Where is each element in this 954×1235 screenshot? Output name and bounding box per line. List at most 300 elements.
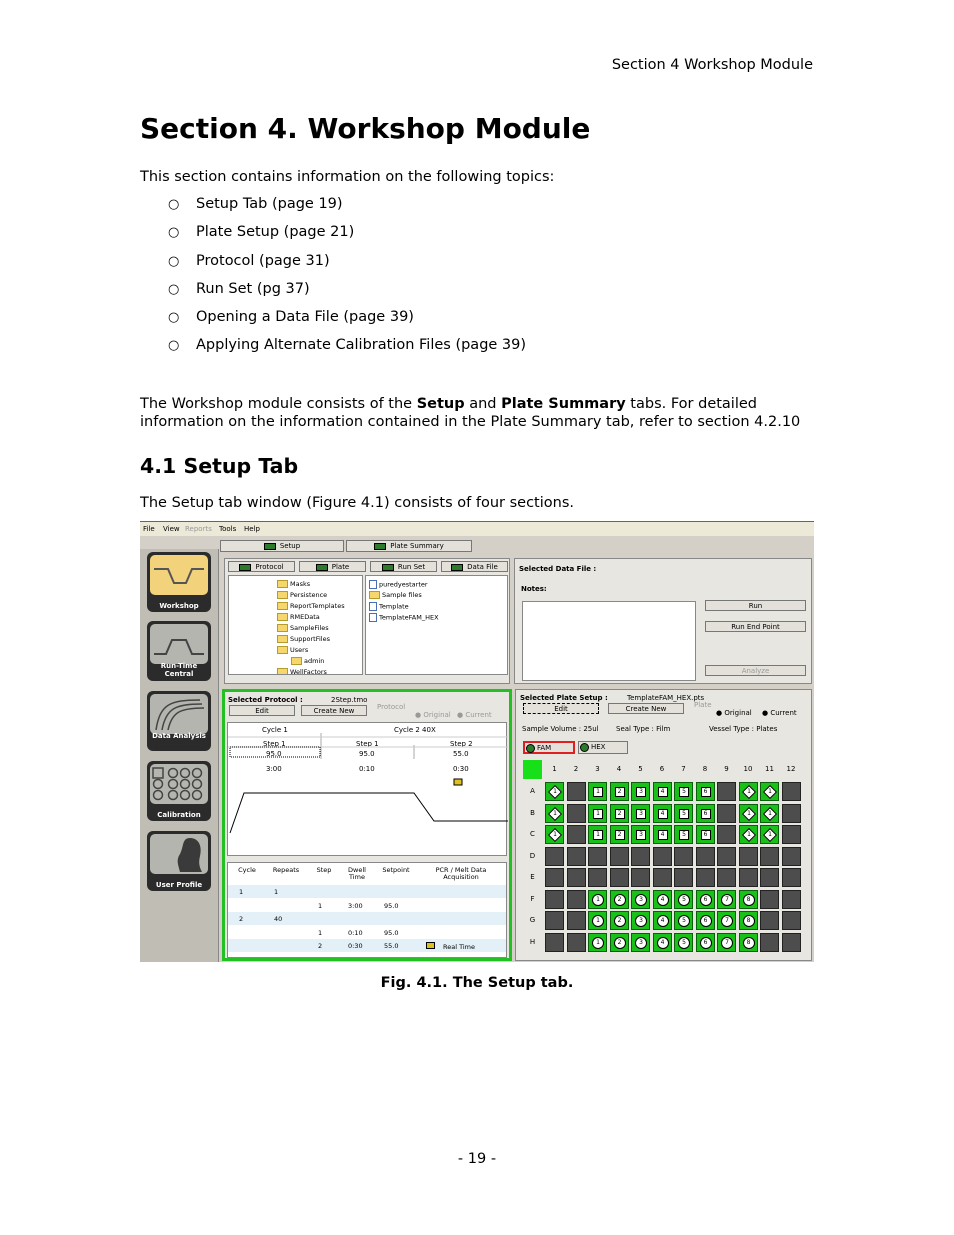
tab-label: Protocol xyxy=(255,563,284,571)
plate-well[interactable] xyxy=(760,804,779,823)
plate-well[interactable] xyxy=(631,933,650,952)
plate-well[interactable] xyxy=(717,890,736,909)
plate-well[interactable] xyxy=(545,847,564,866)
table-cell: 1 xyxy=(318,928,323,937)
column-header[interactable]: 10 xyxy=(743,765,753,773)
folder-icon xyxy=(277,668,288,674)
row-header[interactable]: E xyxy=(530,873,535,881)
run-button[interactable]: Run xyxy=(705,600,806,611)
file-list[interactable] xyxy=(365,575,508,675)
module-label: Workshop xyxy=(159,602,199,610)
table-cell: 0:10 xyxy=(348,928,363,937)
topic-text: Plate Setup (page 21) xyxy=(196,224,355,241)
tab-label: Plate Summary xyxy=(390,542,444,550)
protocol-group-label: Protocol xyxy=(377,703,406,711)
sample-circle-icon: 1 xyxy=(592,915,604,927)
table-row[interactable] xyxy=(228,912,506,925)
plate-well[interactable] xyxy=(588,890,607,909)
plate-panel xyxy=(515,689,812,961)
topic-list xyxy=(140,196,526,366)
protocol-edit-button[interactable]: Edit xyxy=(229,705,295,716)
tree-item[interactable] xyxy=(277,635,330,643)
plate-well[interactable] xyxy=(653,782,672,801)
analyze-button[interactable]: Analyze xyxy=(705,665,806,676)
plate-well[interactable] xyxy=(760,911,779,930)
plate-well[interactable] xyxy=(653,825,672,844)
notes-textarea[interactable] xyxy=(522,601,696,681)
table-cell: 40 xyxy=(274,915,283,923)
unknown-square-icon: 3 xyxy=(636,809,646,819)
file-icon xyxy=(369,580,377,589)
plate-well[interactable] xyxy=(674,890,693,909)
plate-well[interactable] xyxy=(739,933,758,952)
data-analysis-icon xyxy=(150,694,208,734)
section-heading: 4.1 Setup Tab xyxy=(140,454,299,478)
file-item[interactable] xyxy=(369,602,409,611)
sample-volume: Sample Volume : 25ul xyxy=(522,725,599,733)
standard-diamond-icon: 1 xyxy=(548,806,562,820)
protocol-table[interactable] xyxy=(227,862,507,958)
page-title: Section 4. Workshop Module xyxy=(140,112,591,145)
plate-group-label: Plate xyxy=(694,701,712,709)
sample-circle-icon: 6 xyxy=(700,915,712,927)
standard-diamond-icon: 1 xyxy=(548,828,562,842)
column-header[interactable]: 6 xyxy=(659,765,665,773)
topic-item xyxy=(140,309,526,337)
plate-well[interactable] xyxy=(631,868,650,887)
folder-icon xyxy=(369,591,380,599)
plate-well[interactable] xyxy=(760,847,779,866)
topic-text: Run Set (pg 37) xyxy=(196,280,310,297)
plate-well[interactable] xyxy=(545,911,564,930)
folder-icon xyxy=(277,580,288,588)
plate-well[interactable] xyxy=(631,782,650,801)
plate-well[interactable] xyxy=(588,825,607,844)
tree-item[interactable] xyxy=(277,591,327,599)
module-label: Calibration xyxy=(157,811,201,819)
plate-well[interactable] xyxy=(717,825,736,844)
topic-text: Applying Alternate Calibration Files (page 39) xyxy=(196,337,527,354)
plate-well[interactable] xyxy=(782,782,801,801)
plate-well[interactable] xyxy=(782,804,801,823)
plate-well[interactable] xyxy=(631,890,650,909)
plate-well[interactable] xyxy=(674,868,693,887)
sample-circle-icon: 7 xyxy=(721,894,733,906)
bullet-icon: ○ xyxy=(168,197,180,212)
file-label: puredyestarter xyxy=(379,580,428,589)
plate-well[interactable] xyxy=(567,933,586,952)
plate-well[interactable] xyxy=(631,911,650,930)
folder-icon xyxy=(291,657,302,665)
plate-well[interactable] xyxy=(631,804,650,823)
plate-well[interactable] xyxy=(588,933,607,952)
topic-item xyxy=(140,281,526,309)
plate-well[interactable] xyxy=(588,782,607,801)
topic-item xyxy=(140,337,526,365)
table-cell: 2 xyxy=(318,942,323,950)
column-header[interactable]: 2 xyxy=(573,765,579,773)
fluor-label: HEX xyxy=(591,743,606,751)
plate-well[interactable] xyxy=(696,825,715,844)
plate-well[interactable] xyxy=(739,847,758,866)
data-file-label: Selected Data File : xyxy=(519,565,597,573)
plate-well[interactable] xyxy=(653,868,672,887)
fluor-dot-icon xyxy=(526,744,535,753)
unknown-square-icon: 4 xyxy=(658,830,668,840)
vessel-type: Vessel Type : Plates xyxy=(709,725,778,733)
sample-circle-icon: 4 xyxy=(657,937,669,949)
plate-well[interactable] xyxy=(739,825,758,844)
plate-well[interactable] xyxy=(782,933,801,952)
plate-name: TemplateFAM_HEX.pts xyxy=(627,694,705,702)
sample-circle-icon: 4 xyxy=(657,894,669,906)
plate-well[interactable] xyxy=(653,847,672,866)
plate-well[interactable] xyxy=(674,933,693,952)
module-workshop[interactable] xyxy=(147,552,211,612)
plate-well[interactable] xyxy=(696,911,715,930)
plate-well[interactable] xyxy=(739,890,758,909)
tree-label: WellFactors xyxy=(290,668,327,674)
unknown-square-icon: 1 xyxy=(593,830,603,840)
sample-circle-icon: 7 xyxy=(721,937,733,949)
table-cell xyxy=(426,942,475,951)
protocol-label: Selected Protocol : xyxy=(228,696,303,704)
plate-well[interactable] xyxy=(674,782,693,801)
tree-item[interactable] xyxy=(277,580,310,588)
plate-well[interactable] xyxy=(545,868,564,887)
menu-view[interactable]: View xyxy=(163,525,180,533)
cell-text: Real Time xyxy=(443,943,475,951)
plate-well[interactable] xyxy=(610,782,629,801)
file-item[interactable] xyxy=(369,613,439,622)
plate-well[interactable] xyxy=(588,868,607,887)
tab-label: Data File xyxy=(467,563,498,571)
plate-well[interactable] xyxy=(696,890,715,909)
bullet-icon: ○ xyxy=(168,310,180,326)
menu-help[interactable]: Help xyxy=(244,525,260,533)
plate-well[interactable] xyxy=(567,868,586,887)
plate-well[interactable] xyxy=(782,847,801,866)
para-text: and xyxy=(464,396,502,412)
folder-tree[interactable] xyxy=(228,575,363,675)
unknown-square-icon: 5 xyxy=(679,809,689,819)
radio-label: Current xyxy=(770,709,797,717)
plate-well[interactable] xyxy=(717,868,736,887)
setup-tab-screenshot xyxy=(140,521,814,962)
tree-label: Users xyxy=(290,646,309,654)
tab-setup[interactable] xyxy=(220,540,344,552)
plate-well[interactable] xyxy=(588,804,607,823)
plate-well[interactable] xyxy=(760,825,779,844)
led-icon xyxy=(264,543,276,550)
intro-text: This section contains information on the following topics: xyxy=(140,169,555,185)
table-cell: 95.0 xyxy=(384,928,399,937)
plate-well[interactable] xyxy=(760,868,779,887)
tree-label: Masks xyxy=(290,580,311,588)
row-header[interactable]: F xyxy=(530,894,535,903)
folder-icon xyxy=(277,591,288,599)
row-header[interactable]: B xyxy=(530,808,535,817)
table-header: Setpoint xyxy=(382,866,410,874)
sample-circle-icon: 1 xyxy=(592,937,604,949)
tree-label: ReportTemplates xyxy=(290,602,345,610)
select-all-corner[interactable] xyxy=(523,760,542,779)
column-header[interactable]: 8 xyxy=(702,765,708,773)
plate-well[interactable] xyxy=(567,804,586,823)
unknown-square-icon: 6 xyxy=(701,809,711,819)
sample-circle-icon: 3 xyxy=(635,894,647,906)
plate-well[interactable] xyxy=(610,890,629,909)
tab-label: Run Set xyxy=(397,563,426,571)
hex-fluor-button[interactable] xyxy=(578,741,628,754)
plate-well[interactable] xyxy=(567,847,586,866)
plate-well[interactable] xyxy=(739,868,758,887)
plate-well[interactable] xyxy=(717,782,736,801)
module-label: User Profile xyxy=(155,881,203,889)
menu-file[interactable]: File xyxy=(143,525,155,533)
plate-well[interactable] xyxy=(717,804,736,823)
plate-well[interactable] xyxy=(588,847,607,866)
para-bold-plate-summary: Plate Summary xyxy=(501,396,626,412)
table-header: Step xyxy=(316,866,332,874)
sample-circle-icon: 3 xyxy=(635,937,647,949)
column-header[interactable]: 3 xyxy=(595,765,600,773)
topic-text: Setup Tab (page 19) xyxy=(196,196,343,212)
plate-well[interactable] xyxy=(653,804,672,823)
step-header: Step 1 xyxy=(356,740,379,748)
protocol-create-new-button[interactable]: Create New xyxy=(301,705,367,716)
standard-diamond-icon: 1 xyxy=(763,785,777,799)
plate-well[interactable] xyxy=(567,890,586,909)
tree-item[interactable] xyxy=(277,646,308,654)
plate-well[interactable] xyxy=(739,911,758,930)
row-header[interactable]: G xyxy=(529,916,536,924)
table-row[interactable] xyxy=(228,939,506,952)
plate-well[interactable] xyxy=(696,847,715,866)
protocol-panel xyxy=(222,689,512,961)
plate-current-radio[interactable]: ● Current xyxy=(762,709,797,717)
current-radio[interactable]: ● Current xyxy=(457,711,492,719)
plate-grid[interactable] xyxy=(523,760,808,960)
unknown-square-icon: 2 xyxy=(615,809,625,819)
plate-well[interactable] xyxy=(782,911,801,930)
run-end-point-button[interactable]: Run End Point xyxy=(705,621,806,632)
unknown-square-icon: 6 xyxy=(701,830,711,840)
plate-create-new-button[interactable]: Create New xyxy=(608,703,684,714)
plate-well[interactable] xyxy=(567,911,586,930)
table-header: PCR / Melt Data Acquisition xyxy=(435,866,487,881)
plate-well[interactable] xyxy=(782,890,801,909)
cycle-header: Cycle 1 xyxy=(262,726,288,734)
camera-icon xyxy=(426,942,435,949)
plate-well[interactable] xyxy=(739,804,758,823)
plate-well[interactable] xyxy=(760,890,779,909)
plate-well[interactable] xyxy=(674,825,693,844)
row-header[interactable]: H xyxy=(529,937,536,946)
file-browser-panel xyxy=(224,558,510,684)
unknown-square-icon: 1 xyxy=(593,809,603,819)
plate-well[interactable] xyxy=(782,825,801,844)
table-cell: 95.0 xyxy=(384,901,399,910)
plate-well[interactable] xyxy=(545,804,564,823)
fam-fluor-button[interactable] xyxy=(523,741,575,754)
row-header[interactable]: A xyxy=(530,787,535,795)
unknown-square-icon: 3 xyxy=(636,830,646,840)
plate-well[interactable] xyxy=(610,825,629,844)
sample-circle-icon: 5 xyxy=(678,894,690,906)
plate-well[interactable] xyxy=(610,868,629,887)
plate-well[interactable] xyxy=(696,782,715,801)
plate-well[interactable] xyxy=(717,911,736,930)
plate-well[interactable] xyxy=(610,933,629,952)
tree-item[interactable] xyxy=(277,624,329,632)
seal-type: Seal Type : Film xyxy=(616,725,671,733)
tree-item[interactable] xyxy=(277,613,320,621)
table-row[interactable] xyxy=(228,899,506,912)
plate-well[interactable] xyxy=(760,782,779,801)
module-description xyxy=(140,395,830,431)
plate-well[interactable] xyxy=(739,782,758,801)
menu-tools[interactable]: Tools xyxy=(219,525,237,533)
column-header[interactable]: 11 xyxy=(765,765,774,773)
unknown-square-icon: 3 xyxy=(636,787,646,797)
led-icon xyxy=(239,564,251,571)
fluor-dot-icon xyxy=(580,743,589,752)
file-tab-run-set[interactable] xyxy=(370,561,437,572)
row-header[interactable]: C xyxy=(530,830,535,838)
tree-item[interactable] xyxy=(277,602,345,610)
plate-well[interactable] xyxy=(674,847,693,866)
standard-diamond-icon: 1 xyxy=(741,828,755,842)
module-run-time-central[interactable] xyxy=(147,621,211,681)
led-icon xyxy=(451,564,463,571)
step-time: 3:00 xyxy=(266,765,282,773)
table-row[interactable] xyxy=(228,885,506,898)
sample-circle-icon: 8 xyxy=(743,894,755,906)
menu-reports[interactable]: Reports xyxy=(185,525,212,533)
sample-circle-icon: 3 xyxy=(635,915,647,927)
radio-label: Original xyxy=(423,711,451,719)
sample-circle-icon: 5 xyxy=(678,915,690,927)
plate-well[interactable] xyxy=(760,933,779,952)
unknown-square-icon: 6 xyxy=(701,787,711,797)
plate-well[interactable] xyxy=(631,825,650,844)
standard-diamond-icon: 1 xyxy=(763,828,777,842)
standard-diamond-icon: 1 xyxy=(548,785,562,799)
file-item[interactable] xyxy=(369,591,422,599)
table-cell: 1 xyxy=(318,901,323,910)
protocol-name: 2Step.tmo xyxy=(331,696,368,704)
column-header[interactable]: 12 xyxy=(786,765,796,773)
para-text: tabs. For detailed information on the information contained in the Plate Summary tab, refer to section 4.2.10 xyxy=(140,396,801,430)
column-header[interactable]: 9 xyxy=(724,765,729,773)
step-time: 0:10 xyxy=(359,765,375,773)
plate-label: Selected Plate Setup : xyxy=(520,694,608,702)
table-row[interactable] xyxy=(228,926,506,939)
tree-item[interactable] xyxy=(291,657,324,665)
unknown-square-icon: 2 xyxy=(615,830,625,840)
topic-text: Protocol (page 31) xyxy=(196,252,330,269)
plate-well[interactable] xyxy=(653,890,672,909)
column-header[interactable]: 4 xyxy=(616,765,622,773)
temperature-profile-icon xyxy=(228,723,508,857)
standard-diamond-icon: 1 xyxy=(741,806,755,820)
plate-well[interactable] xyxy=(545,890,564,909)
tree-label: RMEData xyxy=(290,613,320,621)
module-data-analysis[interactable] xyxy=(147,691,211,751)
plate-well[interactable] xyxy=(674,911,693,930)
module-user-profile[interactable] xyxy=(147,831,211,891)
tree-item[interactable] xyxy=(277,668,327,674)
plate-well[interactable] xyxy=(717,847,736,866)
plate-edit-button[interactable]: Edit xyxy=(523,703,599,714)
plate-well[interactable] xyxy=(653,933,672,952)
unknown-square-icon: 4 xyxy=(658,787,668,797)
file-tab-plate[interactable] xyxy=(299,561,366,572)
plate-well[interactable] xyxy=(610,804,629,823)
topic-item xyxy=(140,253,526,281)
plate-well[interactable] xyxy=(782,868,801,887)
plate-well[interactable] xyxy=(696,868,715,887)
plate-well[interactable] xyxy=(696,804,715,823)
plate-well[interactable] xyxy=(653,911,672,930)
file-label: Template xyxy=(379,602,409,611)
tree-label: admin xyxy=(304,657,325,665)
protocol-graph[interactable] xyxy=(227,722,507,856)
plate-well[interactable] xyxy=(631,847,650,866)
folder-icon xyxy=(277,602,288,610)
plate-well[interactable] xyxy=(610,911,629,930)
plate-well[interactable] xyxy=(567,825,586,844)
plate-well[interactable] xyxy=(567,782,586,801)
file-label: TemplateFAM_HEX xyxy=(379,613,439,622)
sample-circle-icon: 5 xyxy=(678,937,690,949)
column-header[interactable]: 7 xyxy=(681,765,686,773)
tab-label: Setup xyxy=(279,542,301,550)
topic-item xyxy=(140,196,526,224)
run-time-icon xyxy=(150,624,208,664)
sample-circle-icon: 8 xyxy=(743,937,755,949)
sample-circle-icon: 6 xyxy=(700,937,712,949)
row-header[interactable]: D xyxy=(529,851,536,860)
file-item[interactable] xyxy=(369,580,428,589)
module-label: Data Analysis xyxy=(152,732,206,740)
plate-well[interactable] xyxy=(545,933,564,952)
plate-well[interactable] xyxy=(588,911,607,930)
file-tab-protocol[interactable] xyxy=(228,561,295,572)
file-tab-data-file[interactable] xyxy=(441,561,508,572)
table-cell: 55.0 xyxy=(384,942,399,950)
plate-well[interactable] xyxy=(717,933,736,952)
para-bold-setup: Setup xyxy=(416,396,465,412)
setup-description: The Setup tab window (Figure 4.1) consists of four sections. xyxy=(140,495,574,511)
plate-original-radio[interactable]: ● Original xyxy=(716,709,752,717)
bullet-icon: ○ xyxy=(168,253,180,269)
module-calibration[interactable] xyxy=(147,761,211,821)
plate-well[interactable] xyxy=(610,847,629,866)
file-icon xyxy=(369,613,377,622)
plate-well[interactable] xyxy=(696,933,715,952)
unknown-square-icon: 1 xyxy=(593,787,603,797)
tab-plate-summary[interactable] xyxy=(346,540,472,552)
plate-well[interactable] xyxy=(545,782,564,801)
original-radio[interactable]: ● Original xyxy=(415,711,451,719)
plate-well[interactable] xyxy=(545,825,564,844)
figure-caption: Fig. 4.1. The Setup tab. xyxy=(380,975,574,991)
column-header[interactable]: 5 xyxy=(638,765,643,773)
plate-well[interactable] xyxy=(674,804,693,823)
column-header[interactable]: 1 xyxy=(552,765,557,773)
